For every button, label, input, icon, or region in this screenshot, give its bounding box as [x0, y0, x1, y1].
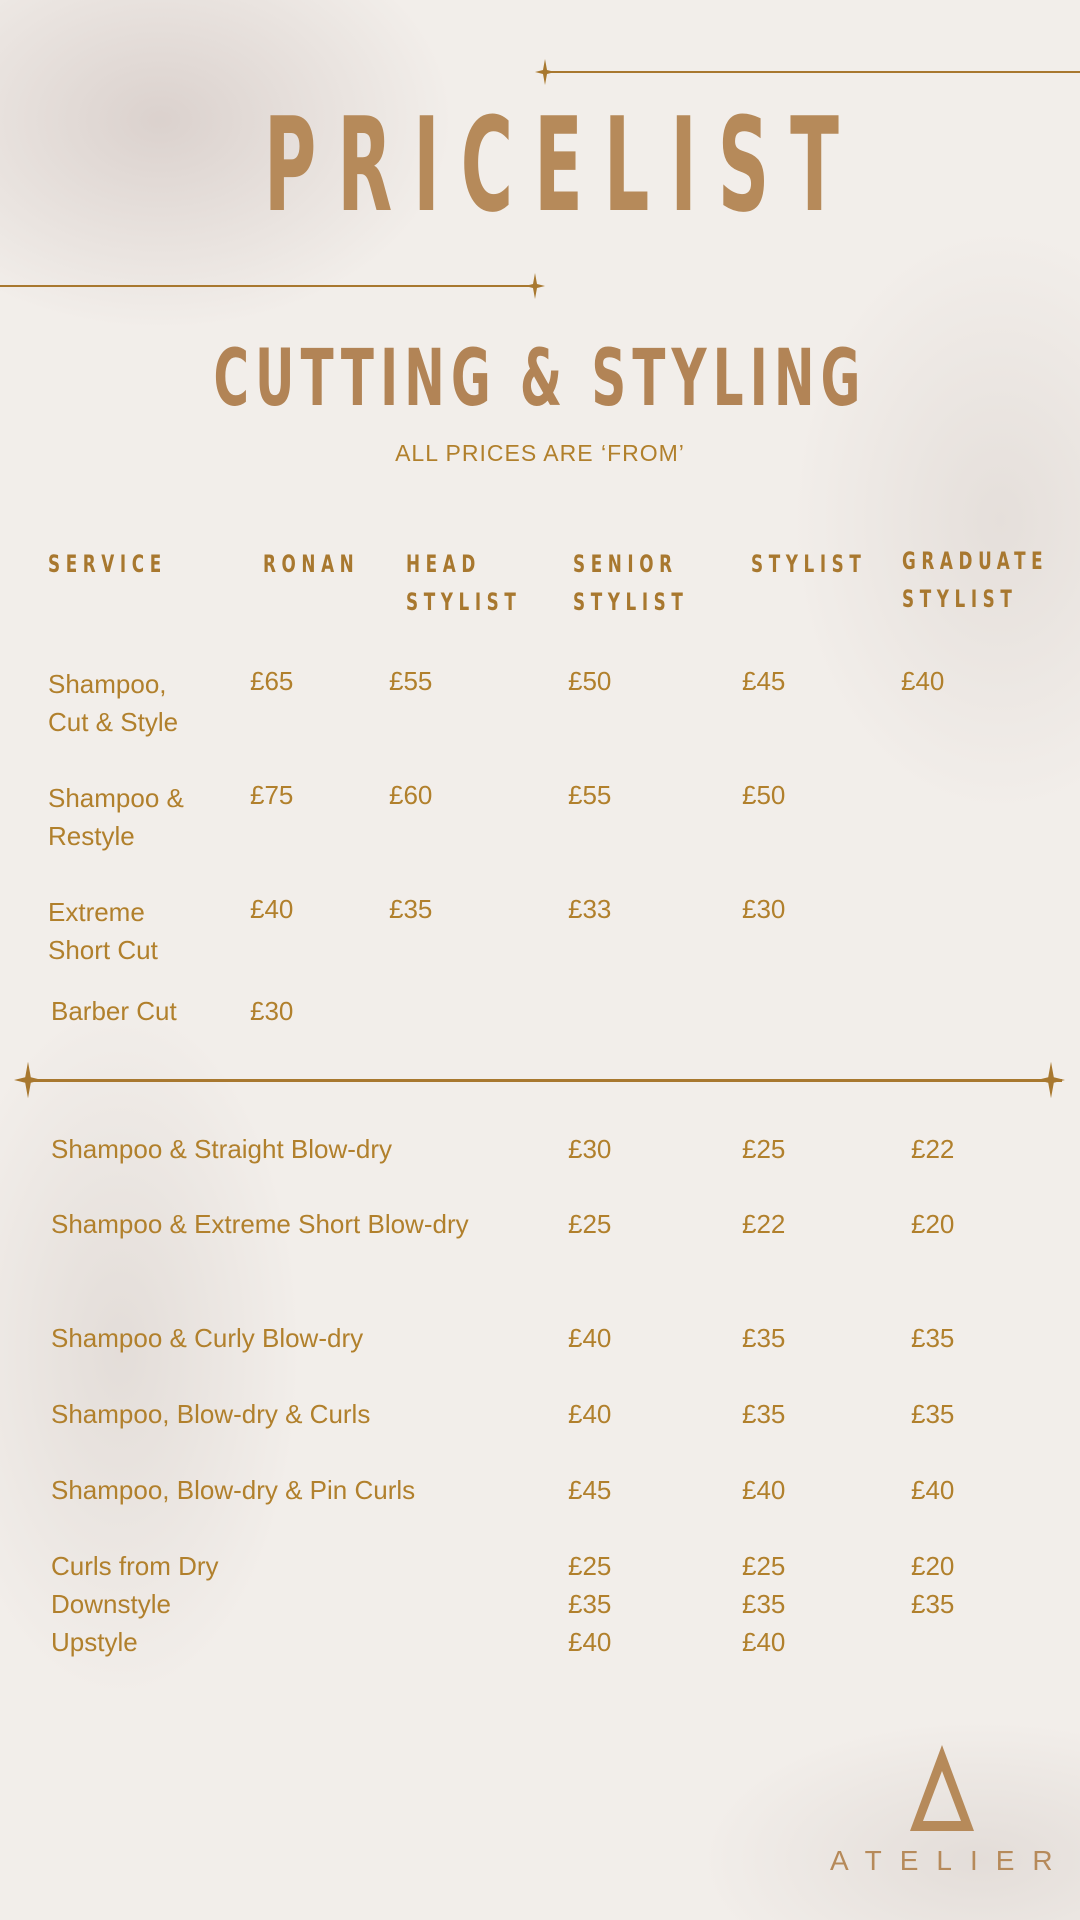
sparkle-icon [535, 59, 555, 85]
price-graduate-stylist: £35 [911, 1589, 955, 1619]
price-senior-stylist: £40 [568, 1323, 612, 1353]
brand-name: ATELIER [830, 1845, 1071, 1876]
price-graduate-stylist: £35 [911, 1399, 955, 1429]
price-stylist: £35 [742, 1399, 786, 1429]
price-senior-stylist: £25 [568, 1551, 612, 1581]
price-stylist: £30 [742, 894, 786, 924]
price-graduate-stylist: £22 [911, 1134, 955, 1164]
price-senior-stylist: £55 [568, 780, 612, 810]
service-name: Shampoo & Restyle [48, 783, 184, 851]
price-senior-stylist: £33 [568, 894, 612, 924]
price-stylist: £40 [742, 1475, 786, 1505]
price-graduate-stylist: £40 [901, 666, 945, 696]
service-name: Shampoo, Blow-dry & Pin Curls [51, 1475, 416, 1505]
price-head-stylist: £35 [389, 894, 433, 924]
top-divider-line [545, 71, 1080, 73]
section-divider-line [22, 1079, 1062, 1082]
price-stylist: £35 [742, 1589, 786, 1619]
sparkle-icon [14, 1058, 42, 1102]
price-graduate-stylist: £35 [911, 1323, 955, 1353]
price-stylist: £25 [742, 1134, 786, 1164]
header-graduate-stylist: GRADUATE STYLIST [902, 547, 1049, 613]
sparkle-icon [1037, 1058, 1065, 1102]
atelier-logo-icon [910, 1745, 974, 1831]
service-name: Shampoo & Straight Blow-dry [51, 1134, 393, 1164]
price-senior-stylist: £25 [568, 1209, 612, 1239]
price-senior-stylist: £45 [568, 1475, 612, 1505]
service-name: Barber Cut [51, 996, 177, 1026]
price-stylist: £25 [742, 1551, 786, 1581]
price-senior-stylist: £40 [568, 1627, 612, 1657]
price-graduate-stylist: £20 [911, 1209, 955, 1239]
price-head-stylist: £60 [389, 780, 433, 810]
price-stylist: £45 [742, 666, 786, 696]
price-senior-stylist: £40 [568, 1399, 612, 1429]
price-stylist: £40 [742, 1627, 786, 1657]
price-stylist: £22 [742, 1209, 786, 1239]
price-head-stylist: £55 [389, 666, 433, 696]
service-name: Shampoo & Curly Blow-dry [51, 1323, 364, 1353]
service-name: Upstyle [51, 1627, 138, 1657]
service-name: Shampoo & Extreme Short Blow-dry [51, 1209, 469, 1239]
price-senior-stylist: £35 [568, 1589, 612, 1619]
price-ronan: £75 [250, 780, 294, 810]
price-stylist: £35 [742, 1323, 786, 1353]
price-senior-stylist: £50 [568, 666, 612, 696]
header-ronan: RONAN [263, 550, 360, 578]
price-ronan: £40 [250, 894, 294, 924]
price-ronan: £65 [250, 666, 294, 696]
header-service: SERVICE [48, 550, 167, 578]
price-ronan: £30 [250, 996, 294, 1026]
page-title: PRICELIST [263, 89, 860, 241]
header-senior-stylist: SENIOR STYLIST [573, 550, 689, 616]
header-head-stylist: HEAD STYLIST [406, 550, 522, 616]
service-name: Extreme Short Cut [48, 897, 158, 965]
price-graduate-stylist: £40 [911, 1475, 955, 1505]
section-title: CUTTING & STYLING [213, 334, 867, 424]
service-name: Curls from Dry [51, 1551, 219, 1581]
price-graduate-stylist: £20 [911, 1551, 955, 1581]
service-name: Shampoo, Blow-dry & Curls [51, 1399, 371, 1429]
title-divider-line [0, 285, 530, 287]
header-stylist: STYLIST [751, 550, 867, 578]
service-name: Shampoo, Cut & Style [48, 669, 179, 737]
service-name: Downstyle [51, 1589, 171, 1619]
prices-from-note: ALL PRICES ARE ‘FROM’ [395, 440, 685, 466]
price-senior-stylist: £30 [568, 1134, 612, 1164]
price-stylist: £50 [742, 780, 786, 810]
sparkle-icon [525, 273, 545, 299]
